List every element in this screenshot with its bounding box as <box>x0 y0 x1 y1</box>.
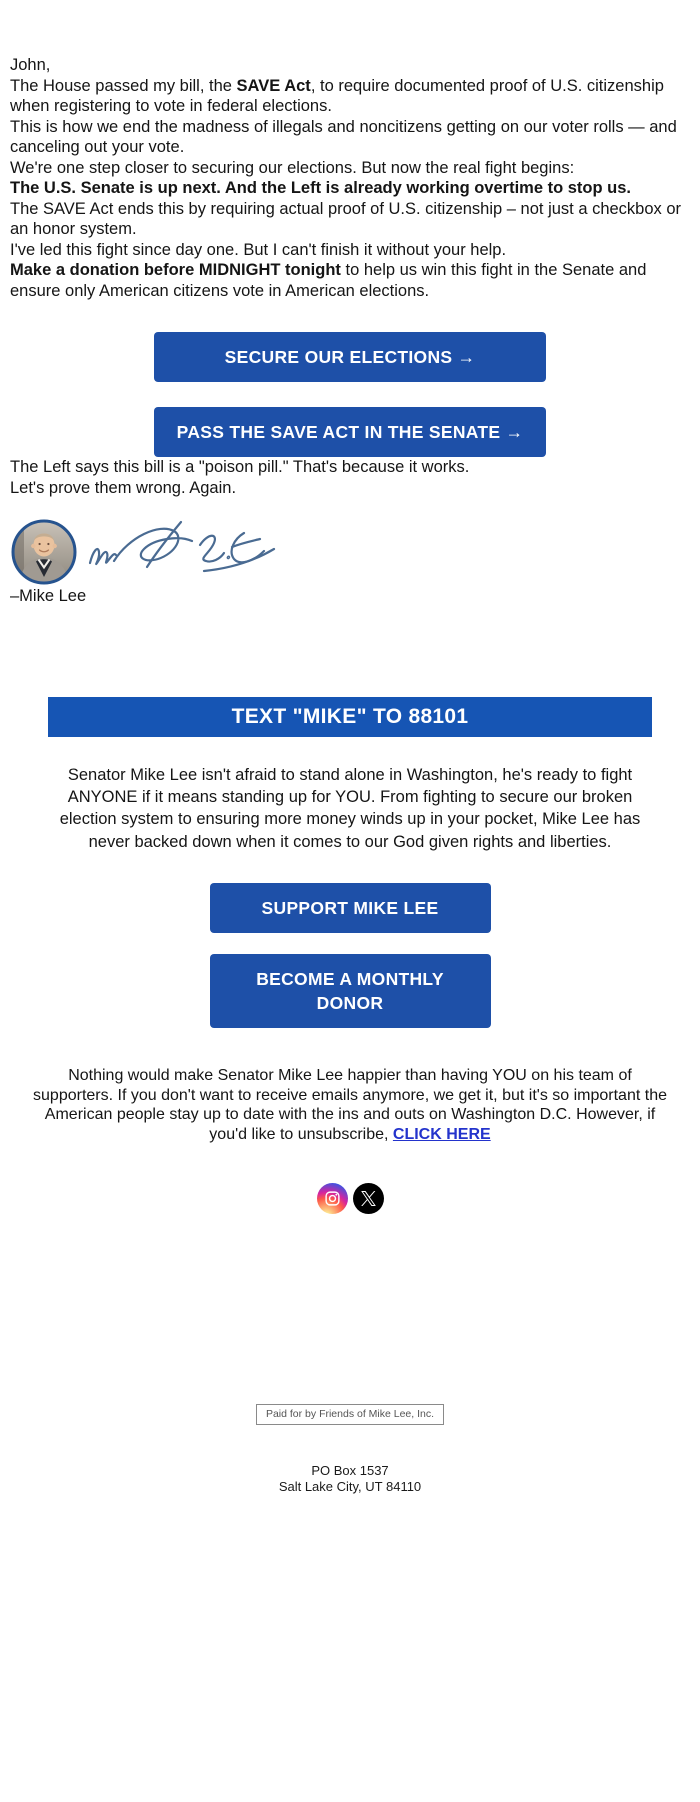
mike-lee-photo <box>10 518 78 586</box>
paragraph-prove-wrong: Let's prove them wrong. Again. <box>10 478 237 497</box>
bold-segment: The U.S. Senate is up next. And the Left is already working overtime to stop us. <box>10 179 632 197</box>
paragraph-led-this-fight: I've led this fight since day one. But I can't finish it without your help. <box>10 240 507 259</box>
paragraph-one-step-closer: We're one step closer to securing our elections. But now the real fight begins: <box>10 158 575 177</box>
signature-block <box>10 518 690 586</box>
greeting: John, <box>10 56 51 74</box>
monthly-donor-button[interactable]: BECOME A MONTHLY DONOR <box>210 954 491 1028</box>
paragraph-poison-pill: The Left says this bill is a "poison pill." That's because it works. <box>10 458 470 476</box>
pass-save-act-button[interactable]: PASS THE SAVE ACT IN THE SENATE → <box>154 407 546 457</box>
bold-segment: Make a donation before MIDNIGHT tonight <box>10 261 341 279</box>
support-mike-lee-button[interactable]: SUPPORT MIKE LEE <box>210 883 491 933</box>
unsubscribe-link[interactable]: CLICK HERE <box>392 1125 491 1143</box>
banner-text: TEXT "MIKE" TO 88101 <box>231 704 469 728</box>
paragraph-make-donation: Make a donation before MIDNIGHT tonight to help us win this fight in the Senate and ensure only American citizens vote in American elections. <box>10 261 647 300</box>
paragraph-end-madness: This is how we end the madness of illegals and noncitizens getting on our voter rolls — and canceling out your vote. <box>10 117 677 156</box>
x-icon[interactable] <box>353 1183 384 1214</box>
bold-segment: SAVE Act <box>236 76 311 95</box>
city-line: Salt Lake City, UT 84110 <box>278 1479 422 1495</box>
instagram-icon[interactable] <box>317 1183 348 1214</box>
text-mike-banner[interactable] <box>48 697 652 737</box>
signature-image <box>84 519 280 585</box>
paragraph-save-act-ends: The SAVE Act ends this by requiring actual proof of U.S. citizenship – not just a checkbox or an honor system. <box>10 199 682 238</box>
footer-paragraph: Nothing would make Senator Mike Lee happier than having YOU on his team of supporters. If you don't want to receive emails anymore, we get it, but it's so important the American people stay up to date with the ins and outs on Washington D.C. However, if you'd like to unsubscribe, CLICK HERE <box>33 1067 667 1143</box>
signoff: –Mike Lee <box>10 587 87 605</box>
about-paragraph: Senator Mike Lee isn't afraid to stand alone in Washington, he's ready to fight ANYONE if it means standing up for YOU. From fighting to secure our broken election system to ensuring more money winds up in your pocket, Mike Lee has never backed down when it comes to our God given rights and liberties. <box>59 765 641 851</box>
paragraph-house-passed: The House passed my bill, the SAVE Act, to require documented proof of U.S. citizenship when registering to vote in federal elections. <box>10 76 664 115</box>
secure-elections-button[interactable]: SECURE OUR ELECTIONS → <box>154 332 546 382</box>
paragraph-senate-up-next <box>10 178 690 199</box>
mailing-address <box>10 1463 690 1495</box>
paid-for-disclaimer: Paid for by Friends of Mike Lee, Inc. <box>256 1404 444 1425</box>
po-box-line: PO Box 1537 <box>311 1463 389 1479</box>
social-links <box>10 1183 690 1214</box>
